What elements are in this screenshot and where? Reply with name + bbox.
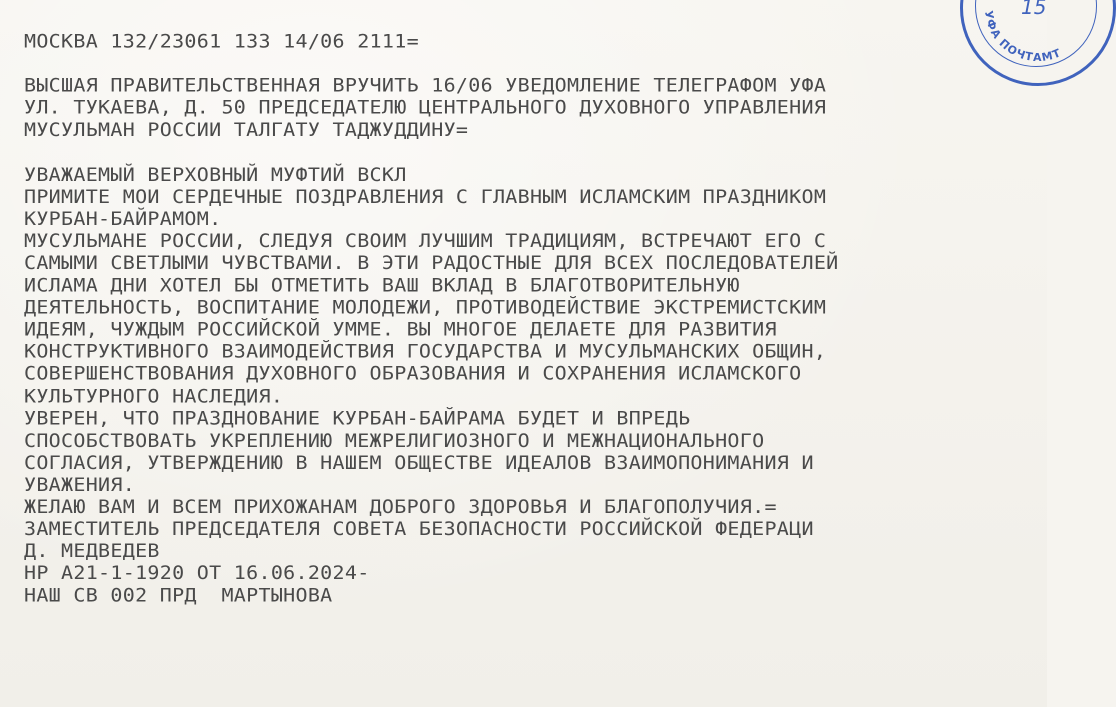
telegram-body-line: УВЕРЕН, ЧТО ПРАЗДНОВАНИЕ КУРБАН-БАЙРАМА БУДЕТ И ВПРЕДЬ bbox=[24, 406, 691, 429]
telegram-body-line: КУРБАН-БАЙРАМОМ. bbox=[24, 207, 222, 230]
telegram-body-line: ИСЛАМА ДНИ ХОТЕЛ БЫ ОТМЕТИТЬ ВАШ ВКЛАД В БЛАГОТВОРИТЕЛЬНУЮ bbox=[24, 273, 740, 296]
telegram-address-line: УЛ. ТУКАЕВА, Д. 50 ПРЕДСЕДАТЕЛЮ ЦЕНТРАЛЬНОГО ДУХОВНОГО УПРАВЛЕНИЯ bbox=[24, 96, 827, 119]
telegram-body-line: ИДЕЯМ, ЧУЖДЫМ РОССИЙСКОЙ УММЕ. ВЫ МНОГОЕ ДЕЛАЕТЕ ДЛЯ РАЗВИТИЯ bbox=[24, 318, 777, 341]
telegram-operator-line: НАШ СВ 002 ПРД МАРТЫНОВА bbox=[24, 584, 333, 607]
telegram-greeting-line: УВАЖАЕМЫЙ ВЕРХОВНЫЙ МУФТИЙ ВСКЛ bbox=[24, 162, 407, 186]
telegram-reference-line: НР А21-1-1920 ОТ 16.06.2024- bbox=[24, 561, 370, 585]
telegram-address-line: МУСУЛЬМАН РОССИИ ТАЛГАТУ ТАДЖУДДИНУ= bbox=[24, 118, 469, 141]
postal-stamp bbox=[960, 0, 1116, 86]
telegram-body-line: УВАЖЕНИЯ. bbox=[24, 473, 136, 496]
telegram-body-line: КОНСТРУКТИВНОГО ВЗАИМОДЕЙСТВИЯ ГОСУДАРСТВА И МУСУЛЬМАНСКИХ ОБЩИН, bbox=[24, 340, 827, 363]
postal-stamp-label: УФА ПОЧТАМТ bbox=[981, 9, 1064, 65]
telegram-body-line: САМЫМИ СВЕТЛЫМИ ЧУВСТВАМИ. В ЭТИ РАДОСТНЫЕ ДЛЯ ВСЕХ ПОСЛЕДОВАТЕЛЕЙ bbox=[24, 251, 839, 274]
telegram-signature-title: ЗАМЕСТИТЕЛЬ ПРЕДСЕДАТЕЛЯ СОВЕТА БЕЗОПАСНОСТИ РОССИЙСКОЙ ФЕДЕРАЦИ bbox=[24, 517, 814, 540]
telegram-body-line: МУСУЛЬМАНЕ РОССИИ, СЛЕДУЯ СВОИМ ЛУЧШИМ ТРАДИЦИЯМ, ВСТРЕЧАЮТ ЕГО С bbox=[24, 229, 827, 252]
telegram-address-line: ВЫСШАЯ ПРАВИТЕЛЬСТВЕННАЯ ВРУЧИТЬ 16/06 УВЕДОМЛЕНИЕ ТЕЛЕГРАФОМ УФА bbox=[24, 74, 827, 97]
telegram-signature-name: Д. МЕДВЕДЕВ bbox=[24, 539, 160, 562]
telegram-body-line: КУЛЬТУРНОГО НАСЛЕДИЯ. bbox=[24, 384, 284, 407]
telegram-body-line: СОГЛАСИЯ, УТВЕРЖДЕНИЮ В НАШЕМ ОБЩЕСТВЕ ИДЕАЛОВ ВЗАИМОПОНИМАНИЯ И bbox=[24, 451, 814, 474]
telegram-line bbox=[24, 141, 1014, 163]
postal-stamp-number: 15 bbox=[1021, 0, 1047, 19]
telegram-body-line: ЖЕЛАЮ ВАМ И ВСЕМ ПРИХОЖАНАМ ДОБРОГО ЗДОРОВЬЯ И БЛАГОПОЛУЧИЯ.= bbox=[24, 495, 777, 518]
telegram-body-line: ДЕЯТЕЛЬНОСТЬ, ВОСПИТАНИЕ МОЛОДЕЖИ, ПРОТИВОДЕЙСТВИЕ ЭКСТРЕМИСТСКИМ bbox=[24, 295, 827, 319]
telegram-body-line: СПОСОБСТВОВАТЬ УКРЕПЛЕНИЮ МЕЖРЕЛИГИОЗНОГО И МЕЖНАЦИОНАЛЬНОГО bbox=[24, 428, 765, 452]
telegram-body-line: ПРИМИТЕ МОИ СЕРДЕЧНЫЕ ПОЗДРАВЛЕНИЯ С ГЛАВНЫМ ИСЛАМСКИМ ПРАЗДНИКОМ bbox=[24, 185, 827, 208]
telegram-line bbox=[24, 52, 1014, 74]
telegram-text bbox=[24, 30, 1014, 606]
telegram-header-line: МОСКВА 132/23061 133 14/06 2111= bbox=[24, 30, 419, 53]
telegram-body-line: СОВЕРШЕНСТВОВАНИЯ ДУХОВНОГО ОБРАЗОВАНИЯ И СОХРАНЕНИЯ ИСЛАМСКОГО bbox=[24, 362, 802, 385]
